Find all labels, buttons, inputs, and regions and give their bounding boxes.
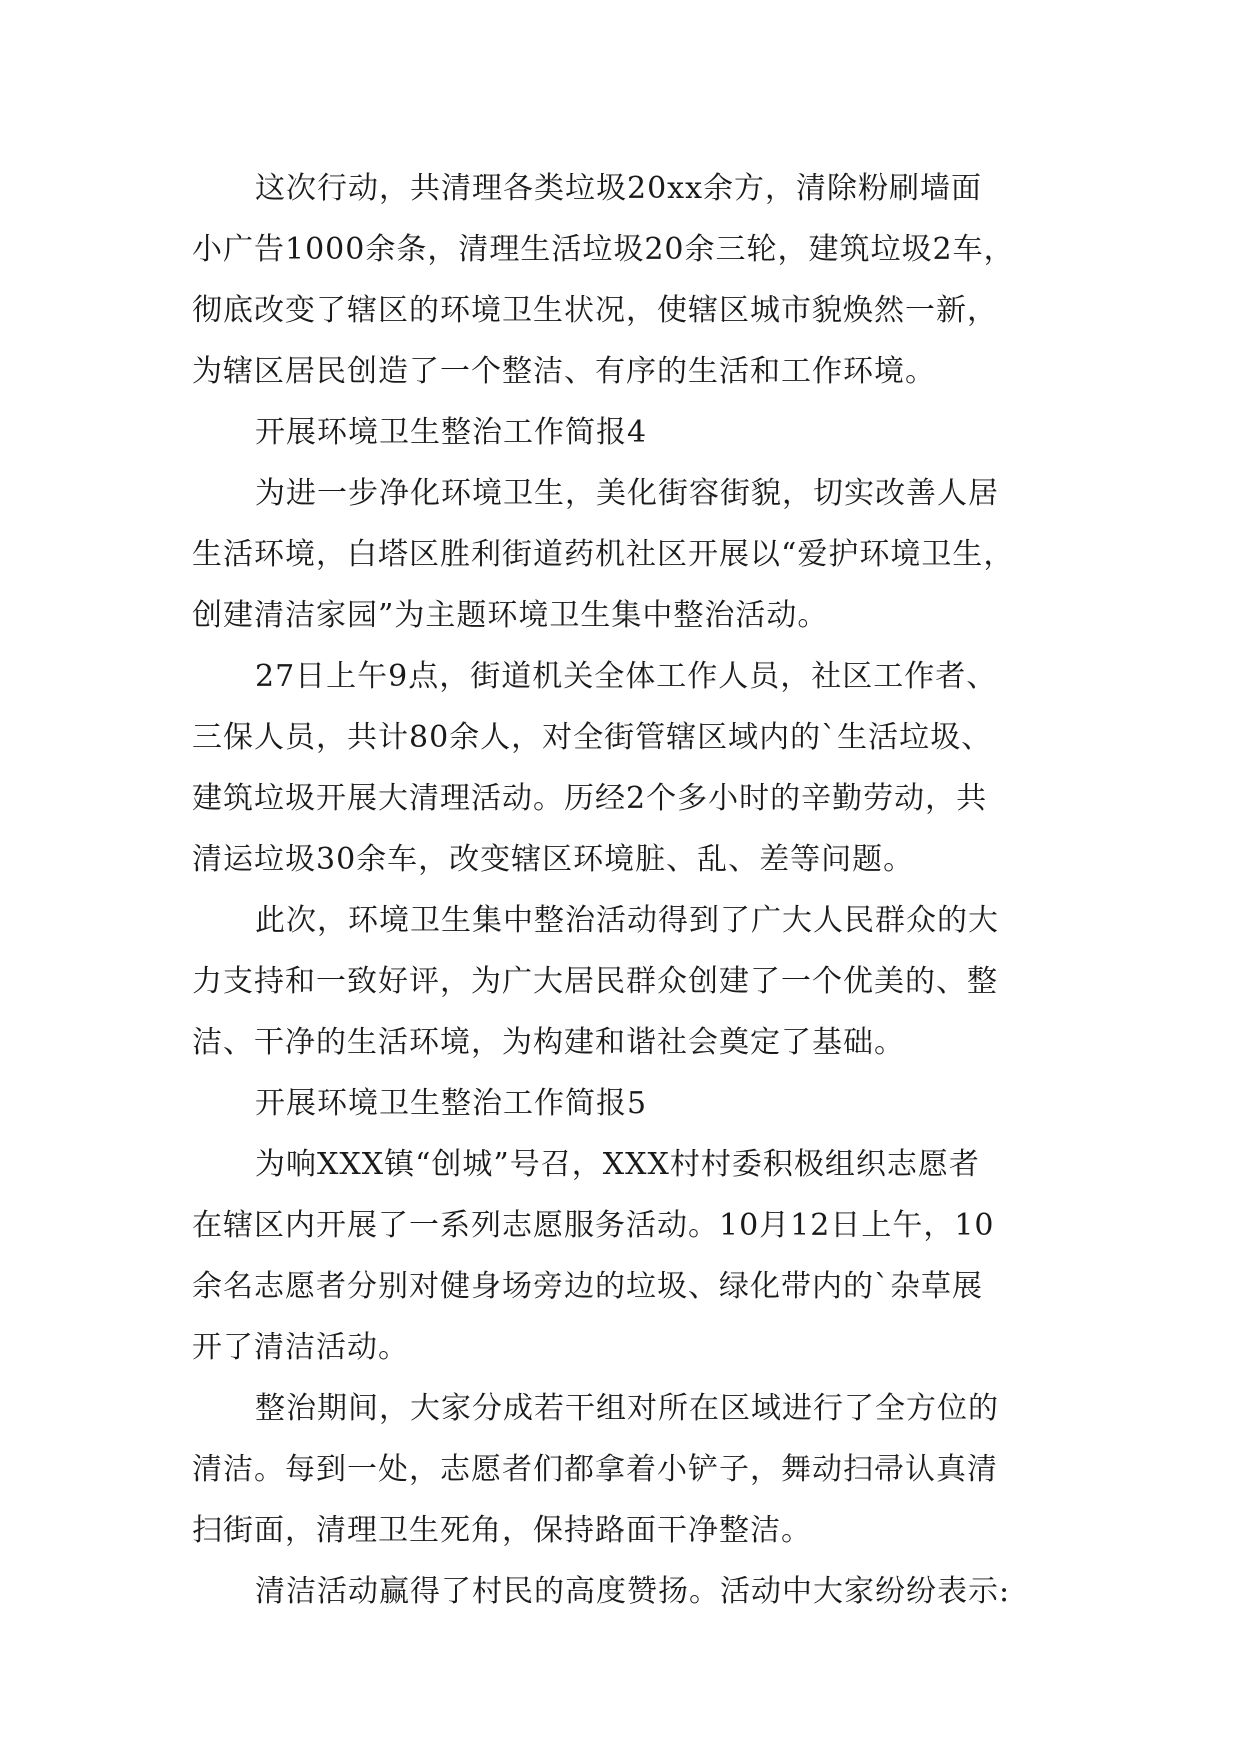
- text-line: 小广告1000余条，清理生活垃圾20余三轮，建筑垃圾2车，: [192, 232, 1015, 267]
- text-line: 开展环境卫生整治工作简报5: [255, 1086, 648, 1121]
- text-line: 为辖区居民创造了一个整洁、有序的生活和工作环境。: [192, 354, 936, 389]
- text-line: 清洁活动赢得了村民的高度赞扬。活动中大家纷纷表示:: [255, 1574, 1011, 1609]
- text-line: 建筑垃圾开展大清理活动。历经2个多小时的辛勤劳动，共: [192, 781, 988, 816]
- text-line: 洁、干净的生活环境，为构建和谐社会奠定了基础。: [192, 1025, 905, 1060]
- text-line: 清洁。每到一处，志愿者们都拿着小铲子，舞动扫帚认真清: [192, 1452, 998, 1487]
- text-line: 这次行动，共清理各类垃圾20xx余方，清除粉刷墙面: [255, 171, 983, 206]
- text-line: 彻底改变了辖区的环境卫生状况，使辖区城市貌焕然一新，: [192, 293, 998, 328]
- text-line: 开了清洁活动。: [192, 1330, 409, 1365]
- text-line: 力支持和一致好评，为广大居民群众创建了一个优美的、整: [192, 964, 998, 999]
- text-line: 在辖区内开展了一系列志愿服务活动。10月12日上午，10: [192, 1208, 995, 1243]
- text-line: 生活环境，白塔区胜利街道药机社区开展以“爱护环境卫生，: [192, 537, 1015, 572]
- text-line: 创建清洁家园”为主题环境卫生集中整治活动。: [192, 598, 829, 633]
- text-line: 27日上午9点，街道机关全体工作人员，社区工作者、: [255, 659, 998, 694]
- text-line: 清运垃圾30余车，改变辖区环境脏、乱、差等问题。: [192, 842, 915, 877]
- text-line: 三保人员，共计80余人，对全街管辖区域内的`生活垃圾、: [192, 720, 993, 755]
- text-line: 整治期间，大家分成若干组对所在区域进行了全方位的: [255, 1391, 999, 1426]
- document-body: [192, 158, 1072, 1622]
- text-line: 开展环境卫生整治工作简报4: [255, 415, 648, 450]
- text-line: 扫街面，清理卫生死角，保持路面干净整洁。: [192, 1513, 812, 1548]
- text-line: 为进一步净化环境卫生，美化街容街貌，切实改善人居: [255, 476, 999, 511]
- text-line: 余名志愿者分别对健身场旁边的垃圾、绿化带内的`杂草展: [192, 1269, 983, 1304]
- text-line: 此次，环境卫生集中整治活动得到了广大人民群众的大: [255, 903, 999, 938]
- text-line: 为响XXX镇“创城”号召，XXX村村委积极组织志愿者: [255, 1147, 980, 1182]
